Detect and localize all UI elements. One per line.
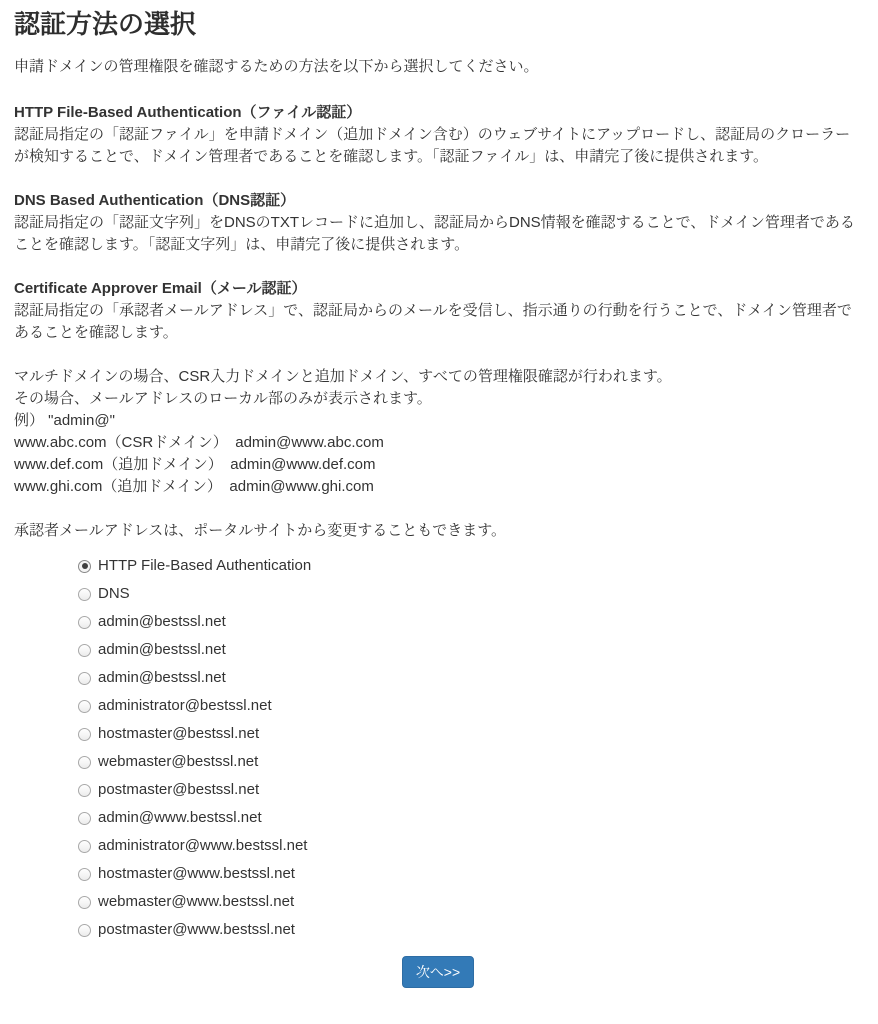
intro-text: 申請ドメインの管理権限を確認するための方法を以下から選択してください。 [14, 58, 539, 75]
option-label[interactable]: administrator@www.bestssl.net [98, 837, 308, 854]
auth-option-row[interactable] [78, 636, 862, 664]
section-body: 認証局指定の「認証ファイル」を申請ドメイン（追加ドメイン含む）のウェブサイトにアップロードし、認証局のクローラーが検知することで、ドメイン管理者であることを確認します。「認証ファイル」は、申請完了後に提供されます。 [14, 126, 851, 165]
option-label[interactable]: admin@bestssl.net [98, 669, 226, 686]
radio-button[interactable] [78, 868, 91, 881]
section-heading: DNS Based Authentication（DNS認証） [14, 192, 296, 209]
page-title: 認証方法の選択 [14, 9, 197, 39]
note-line: 例） "admin@" [14, 412, 115, 429]
radio-button[interactable] [78, 756, 91, 769]
auth-option-row[interactable] [78, 888, 862, 916]
next-button[interactable]: 次へ>> [402, 956, 474, 988]
auth-option-row[interactable] [78, 580, 862, 608]
option-label[interactable]: hostmaster@www.bestssl.net [98, 865, 295, 882]
option-label[interactable]: admin@www.bestssl.net [98, 809, 262, 826]
option-label[interactable]: postmaster@bestssl.net [98, 781, 260, 798]
button-row [14, 956, 862, 988]
auth-option-row[interactable] [78, 748, 862, 776]
auth-option-row[interactable] [78, 664, 862, 692]
radio-button[interactable] [78, 700, 91, 713]
auth-method-options [78, 552, 862, 944]
auth-method-section [14, 278, 862, 344]
radio-button[interactable] [78, 896, 91, 909]
radio-button[interactable] [78, 588, 91, 601]
option-label[interactable]: webmaster@bestssl.net [98, 753, 259, 770]
section-heading: Certificate Approver Email（メール認証） [14, 280, 307, 297]
auth-method-section [14, 190, 862, 256]
auth-method-section [14, 102, 862, 168]
option-label[interactable]: DNS [98, 585, 130, 602]
radio-button[interactable] [78, 616, 91, 629]
radio-button[interactable] [78, 644, 91, 657]
radio-button[interactable] [78, 924, 91, 937]
section-body: 認証局指定の「認証文字列」をDNSのTXTレコードに追加し、認証局からDNS情報を確認することで、ドメイン管理者であることを確認します。「認証文字列」は、申請完了後に提供されます。 [14, 214, 855, 253]
note-line: その場合、メールアドレスのローカル部のみが表示されます。 [14, 390, 432, 407]
auth-option-row[interactable] [78, 720, 862, 748]
auth-option-row[interactable] [78, 860, 862, 888]
multidomain-note [14, 366, 862, 498]
option-label[interactable]: admin@bestssl.net [98, 613, 226, 630]
portal-note: 承認者メールアドレスは、ポータルサイトから変更することもできます。 [14, 522, 507, 539]
section-heading: HTTP File-Based Authentication（ファイル認証） [14, 104, 362, 121]
radio-button[interactable] [78, 728, 91, 741]
auth-option-row[interactable] [78, 608, 862, 636]
radio-button[interactable] [78, 784, 91, 797]
radio-button[interactable] [78, 672, 91, 685]
option-label[interactable]: postmaster@www.bestssl.net [98, 921, 295, 938]
auth-option-row[interactable] [78, 832, 862, 860]
note-line: www.abc.com（CSRドメイン） admin@www.abc.com [14, 434, 384, 451]
auth-option-row[interactable] [78, 692, 862, 720]
note-line: マルチドメインの場合、CSR入力ドメインと追加ドメイン、すべての管理権限確認が行われます。 [14, 368, 672, 385]
option-label[interactable]: administrator@bestssl.net [98, 697, 272, 714]
auth-method-descriptions [14, 102, 862, 344]
auth-option-row[interactable] [78, 776, 862, 804]
option-label[interactable]: HTTP File-Based Authentication [98, 557, 312, 574]
radio-button[interactable] [78, 812, 91, 825]
auth-option-row[interactable] [78, 804, 862, 832]
note-line: www.def.com（追加ドメイン） admin@www.def.com [14, 456, 376, 473]
option-label[interactable]: hostmaster@bestssl.net [98, 725, 260, 742]
radio-button[interactable] [78, 840, 91, 853]
auth-option-row[interactable] [78, 552, 862, 580]
auth-option-row[interactable] [78, 916, 862, 944]
option-label[interactable]: admin@bestssl.net [98, 641, 226, 658]
section-body: 認証局指定の「承認者メールアドレス」で、認証局からのメールを受信し、指示通りの行動を行うことで、ドメイン管理者であることを確認します。 [14, 302, 852, 341]
radio-button[interactable] [78, 560, 91, 573]
note-line: www.ghi.com（追加ドメイン） admin@www.ghi.com [14, 478, 374, 495]
option-label[interactable]: webmaster@www.bestssl.net [98, 893, 295, 910]
